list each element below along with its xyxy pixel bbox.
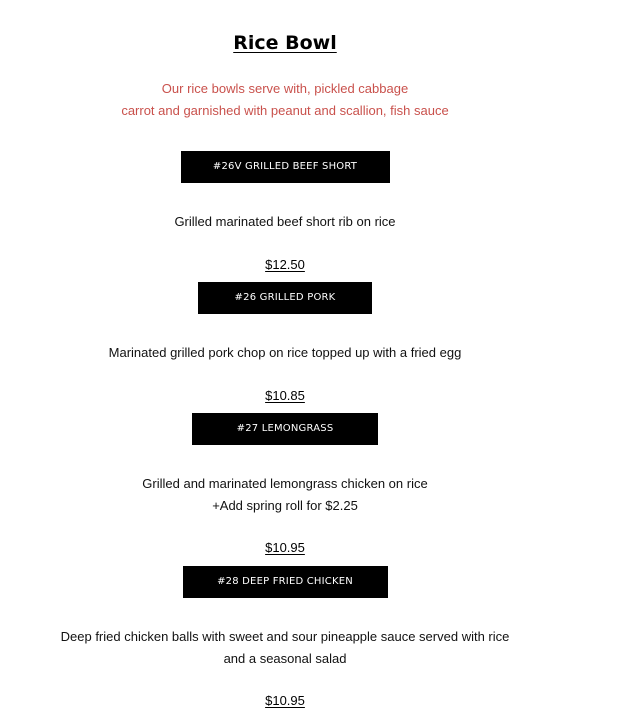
menu-item-description [0, 626, 570, 669]
menu-item-tag: #26 GRILLED PORK CHOP [198, 282, 372, 314]
menu-item-price[interactable]: $10.95 [265, 540, 305, 555]
menu-item-description [0, 473, 570, 516]
section-title: Rice Bowl [233, 32, 337, 54]
menu-item-price[interactable]: $10.85 [265, 387, 305, 403]
menu-item-lemongrass-chicken [0, 413, 570, 558]
menu-item-deep-fried-chicken-ball [0, 566, 570, 711]
menu-item-price[interactable]: $12.50 [265, 256, 305, 272]
intro-line-1: Our rice bowls serve with, pickled cabbage [161, 81, 409, 96]
menu-item-description [0, 211, 570, 233]
menu-item-description-line: +Add spring roll for $2.25 [212, 497, 358, 513]
menu-item-description-line: Marinated grilled pork chop on rice topped up with a fried egg [108, 345, 462, 360]
menu-item-price[interactable]: $10.95 [265, 693, 305, 708]
intro-line-2: carrot and garnished with peanut and scallion, fish sauce [121, 102, 449, 118]
menu-item-description-line: Deep fried chicken balls with sweet and sour pineapple sauce served with rice [60, 629, 510, 644]
menu-item-description [0, 342, 570, 364]
menu-item-description-line: Grilled marinated beef short rib on rice [174, 214, 396, 229]
menu-item-beef-short-ribs [0, 151, 570, 275]
section-intro [0, 78, 570, 121]
menu-item-tag: #28 DEEP FRIED CHICKEN BALL [183, 566, 388, 598]
menu-item-tag: #27 LEMONGRASS CHICKEN [192, 413, 378, 445]
menu-item-tag: #26V GRILLED BEEF SHORT RIBS [181, 151, 390, 183]
menu-item-description-line: Grilled and marinated lemongrass chicken on rice [142, 476, 428, 491]
menu-item-description-line: and a seasonal salad [223, 650, 347, 666]
menu-item-pork-chop [0, 282, 570, 406]
